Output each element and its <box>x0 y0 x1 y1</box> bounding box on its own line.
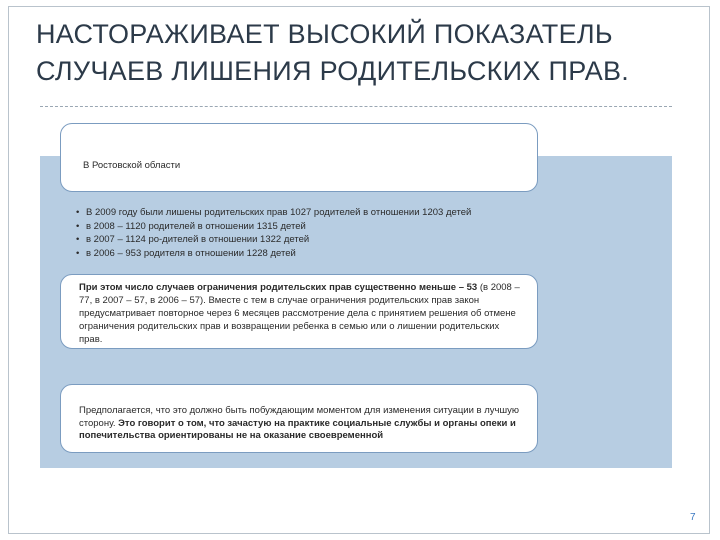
restriction-box <box>60 274 538 349</box>
stats-item: • в 2007 – 1124 ро-дителей в отношении 1322 детей <box>76 233 471 247</box>
title-line-2: СЛУЧАЕВ ЛИШЕНИЯ РОДИТЕЛЬСКИХ ПРАВ. <box>36 56 630 86</box>
stats-list <box>76 206 471 260</box>
assumption-text: Предполагается, что это должно быть побуждающим моментом для изменения ситуации в лучшую сторону. <box>79 405 519 429</box>
page-title <box>36 16 676 90</box>
title-line-1: НАСТОРАЖИВАЕТ ВЫСОКИЙ ПОКАЗАТЕЛЬ <box>36 19 613 49</box>
restriction-bold-text: При этом число случаев ограничения родительских прав существенно меньше – 53 <box>79 282 478 293</box>
assumption-bold-text: Это говорит о том, что зачастую на практике социальные службы и органы опеки и попечительства ориентированы не на оказание своевременной <box>79 417 516 441</box>
stats-item: • В 2009 году были лишены родительских прав 1027 родителей в отношении 1203 детей <box>76 206 471 220</box>
region-text: В Ростовской области <box>83 160 181 171</box>
stats-item: • в 2008 – 1120 родителей в отношении 1315 детей <box>76 220 471 234</box>
region-box <box>60 123 538 192</box>
assumption-box <box>60 384 538 453</box>
page-number: 7 <box>690 512 696 523</box>
restriction-text: (в 2008 – 77, в 2007 – 57, в 2006 – 57). Вместе с тем в случае ограничения родительских прав закон предусматривает повторное через 6 месяцев рассмотрение дела с принятием решения об отмене ограничения родительских прав и возвращении ребенка в семью или о лишении родительских прав. <box>79 282 520 345</box>
title-divider <box>40 106 672 107</box>
stats-item: • в 2006 – 953 родителя в отношении 1228 детей <box>76 247 471 261</box>
